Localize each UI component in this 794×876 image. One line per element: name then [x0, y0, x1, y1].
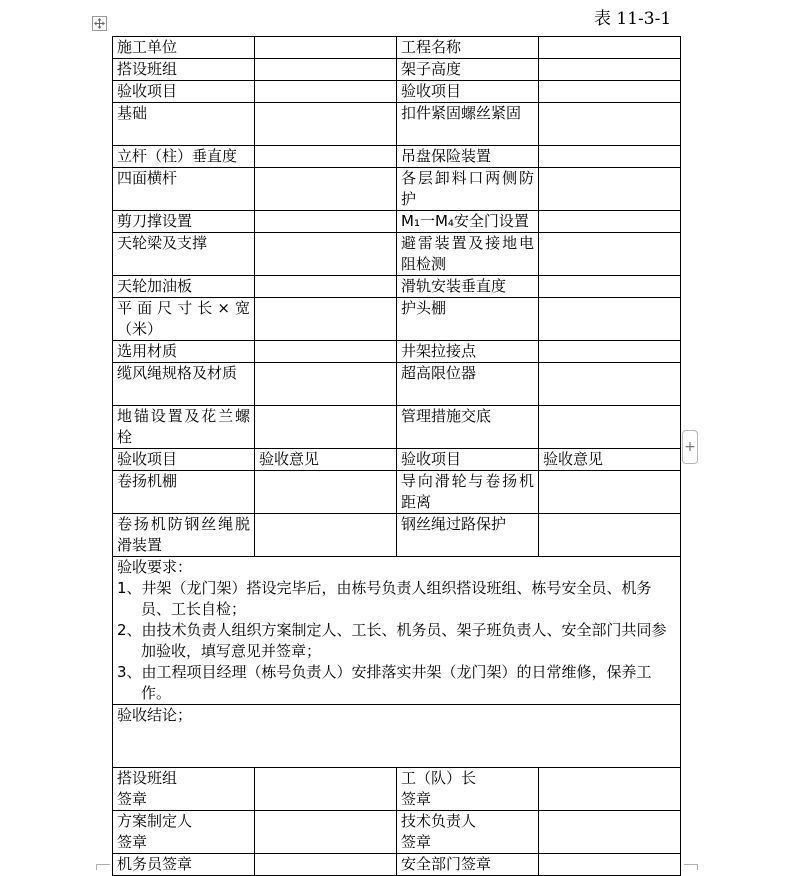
table-row: [113, 37, 681, 59]
signature-label-cell: 机务员签章: [113, 854, 255, 876]
opinion-header-row: [113, 449, 681, 471]
requirements-title: 验收要求：: [117, 558, 193, 576]
table-move-handle[interactable]: [92, 16, 107, 31]
label-cell: 卷扬机棚: [113, 471, 255, 514]
column-header: 验收项目: [113, 449, 255, 471]
value-cell[interactable]: [539, 406, 681, 449]
label-cell: 护头棚: [397, 298, 539, 341]
label-cell: 四面横杆: [113, 168, 255, 211]
requirements-cell: [113, 557, 681, 705]
label-cell: 选用材质: [113, 341, 255, 363]
value-cell[interactable]: [255, 37, 397, 59]
value-cell[interactable]: [539, 211, 681, 233]
value-cell[interactable]: [539, 59, 681, 81]
signature-label-cell: 搭设班组 签章: [113, 768, 255, 811]
table-number: 表 11-3-1: [594, 9, 672, 29]
label-cell: 井架拉接点: [397, 341, 539, 363]
value-cell[interactable]: [539, 81, 681, 103]
signature-field[interactable]: [255, 811, 397, 854]
signature-label-cell: 安全部门签章: [397, 854, 539, 876]
value-cell[interactable]: [255, 168, 397, 211]
table-row: [113, 211, 681, 233]
table-row: [113, 471, 681, 514]
move-arrows-icon: [94, 18, 105, 29]
signature-field[interactable]: [255, 854, 397, 876]
table-row: [113, 146, 681, 168]
add-column-button[interactable]: [682, 430, 698, 464]
value-cell[interactable]: [255, 211, 397, 233]
label-cell: 卷扬机防钢丝绳脱滑装置: [113, 514, 255, 557]
table-row: [113, 341, 681, 363]
label-cell: 地锚设置及花兰螺栓: [113, 406, 255, 449]
conclusion-label: 验收结论；: [117, 706, 193, 724]
acceptance-form-table: [112, 36, 681, 876]
label-cell: 基础: [113, 103, 255, 146]
signature-label-cell: 技术负责人 签章: [397, 811, 539, 854]
label-cell: 搭设班组: [113, 59, 255, 81]
value-cell[interactable]: [255, 341, 397, 363]
column-header: 验收意见: [255, 449, 397, 471]
label-cell: 天轮加油板: [113, 276, 255, 298]
requirement-item: 1、井架（龙门架）搭设完毕后，由栋号负责人组织搭设班组、栋号安全员、机务员、工长自检；: [117, 579, 652, 618]
value-cell[interactable]: [539, 233, 681, 276]
table-row: [113, 406, 681, 449]
value-cell[interactable]: [255, 471, 397, 514]
label-cell: 钢丝绳过路保护: [397, 514, 539, 557]
table-row: [113, 276, 681, 298]
label-cell: 施工单位: [113, 37, 255, 59]
label-cell: 滑轨安装垂直度: [397, 276, 539, 298]
table-row: [113, 298, 681, 341]
requirement-item: 2、由技术负责人组织方案制定人、工长、机务员、架子班负责人、安全部门共同参加验收，填写意见并签章；: [117, 621, 667, 660]
value-cell[interactable]: [539, 471, 681, 514]
value-cell[interactable]: [255, 406, 397, 449]
label-cell: 工程名称: [397, 37, 539, 59]
value-cell[interactable]: [539, 103, 681, 146]
value-cell[interactable]: [255, 276, 397, 298]
signature-label-cell: 工（队）长 签章: [397, 768, 539, 811]
signature-field[interactable]: [539, 854, 681, 876]
value-cell[interactable]: [539, 146, 681, 168]
signature-row: [113, 811, 681, 854]
requirements-row: [113, 557, 681, 705]
label-cell: 缆风绳规格及材质: [113, 363, 255, 406]
signature-field[interactable]: [539, 768, 681, 811]
label-cell: 验收项目: [397, 81, 539, 103]
plus-icon: +: [684, 439, 696, 455]
label-cell: 各层卸料口两侧防护: [397, 168, 539, 211]
label-cell: 扣件紧固螺丝紧固: [397, 103, 539, 146]
label-cell: 验收项目: [113, 81, 255, 103]
value-cell[interactable]: [539, 514, 681, 557]
value-cell[interactable]: [539, 363, 681, 406]
label-cell: 架子高度: [397, 59, 539, 81]
signature-label-cell: 方案制定人 签章: [113, 811, 255, 854]
value-cell[interactable]: [255, 363, 397, 406]
table-row: [113, 233, 681, 276]
value-cell[interactable]: [255, 81, 397, 103]
label-cell: 超高限位器: [397, 363, 539, 406]
table-row: [113, 59, 681, 81]
value-cell[interactable]: [255, 514, 397, 557]
signature-row: [113, 854, 681, 876]
label-cell: 管理措施交底: [397, 406, 539, 449]
value-cell[interactable]: [539, 341, 681, 363]
value-cell[interactable]: [255, 298, 397, 341]
label-cell: 吊盘保险装置: [397, 146, 539, 168]
signature-field[interactable]: [255, 768, 397, 811]
table-row: [113, 81, 681, 103]
value-cell[interactable]: [255, 59, 397, 81]
label-cell: 立杆（柱）垂直度: [113, 146, 255, 168]
value-cell[interactable]: [255, 233, 397, 276]
table-row: [113, 168, 681, 211]
conclusion-cell[interactable]: [113, 705, 681, 768]
margin-mark: [96, 864, 110, 865]
value-cell[interactable]: [255, 146, 397, 168]
signature-row: [113, 768, 681, 811]
requirement-item: 3、由工程项目经理（栋号负责人）安排落实井架（龙门架）的日常维修，保养工作。: [117, 663, 652, 702]
signature-field[interactable]: [539, 811, 681, 854]
margin-mark: [684, 864, 698, 865]
label-cell: 导向滑轮与卷扬机距离: [397, 471, 539, 514]
label-cell: M₁一M₄安全门设置: [397, 211, 539, 233]
value-cell[interactable]: [539, 298, 681, 341]
value-cell[interactable]: [255, 103, 397, 146]
table-row: [113, 363, 681, 406]
table-row: [113, 514, 681, 557]
label-cell: 天轮梁及支撑: [113, 233, 255, 276]
value-cell[interactable]: [539, 168, 681, 211]
label-cell: 避雷装置及接地电阻检测: [397, 233, 539, 276]
column-header: 验收意见: [539, 449, 681, 471]
column-header: 验收项目: [397, 449, 539, 471]
conclusion-row: [113, 705, 681, 768]
label-cell: 平面尺寸长×宽（米）: [113, 298, 255, 341]
value-cell[interactable]: [539, 37, 681, 59]
value-cell[interactable]: [539, 276, 681, 298]
label-cell: 剪刀撑设置: [113, 211, 255, 233]
table-row: [113, 103, 681, 146]
